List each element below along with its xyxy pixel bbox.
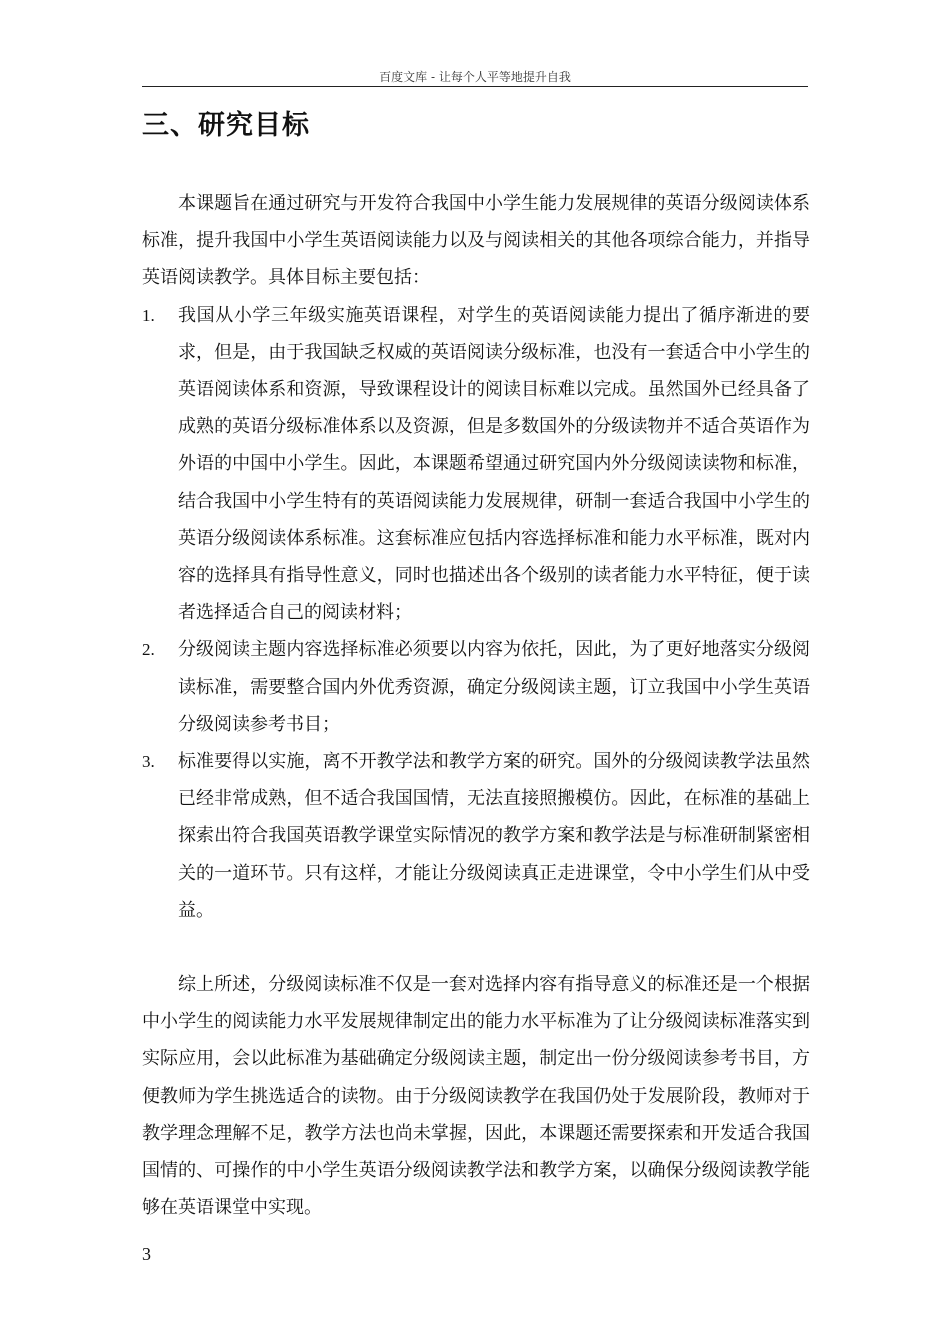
list-item-text: 我国从小学三年级实施英语课程，对学生的英语阅读能力提出了循序渐进的要求，但是，由于我国缺乏权威的英语阅读分级标准，也没有一套适合中小学生的英语阅读体系和资源，导致课程设计的阅读目标难以完成。虽然国外已经具备了成熟的英语分级标准体系以及资源，但是多数国外的分级读物并不适合英语作为外语的中国中小学生。因此，本课题希望通过研究国内外分级阅读读物和标准，结合我国中小学生特有的英语阅读能力发展规律，研制一套适合我国中小学生的英语分级阅读体系标准。这套标准应包括内容选择标准和能力水平标准，既对内容的选择具有指导性意义，同时也描述出各个级别的读者能力水平特征，便于读者选择适合自己的阅读材料；: [178, 304, 810, 624]
objectives-list: [142, 297, 810, 929]
intro-paragraph: 本课题旨在通过研究与开发符合我国中小学生能力发展规律的英语分级阅读体系标准，提升我国中小学生英语阅读能力以及与阅读相关的其他各项综合能力，并指导英语阅读教学。具体目标主要包括：: [142, 193, 810, 289]
list-item: [142, 743, 810, 929]
summary-paragraph: 综上所述，分级阅读标准不仅是一套对选择内容有指导意义的标准还是一个根据中小学生的阅读能力水平发展规律制定出的能力水平标准为了让分级阅读标准落实到实际应用，会以此标准为基础确定分级阅读主题，制定出一份分级阅读参考书目，方便教师为学生挑选适合的读物。由于分级阅读教学在我国仍处于发展阶段，教师对于教学理念理解不足，教学方法也尚未掌握，因此，本课题还需要探索和开发适合我国国情的、可操作的中小学生英语分级阅读教学法和教学方案，以确保分级阅读教学能够在英语课堂中实现。: [142, 974, 810, 1219]
list-item-text: 分级阅读主题内容选择标准必须要以内容为依托，因此，为了更好地落实分级阅读标准，需要整合国内外优秀资源，确定分级阅读主题，订立我国中小学生英语分级阅读参考书目；: [178, 639, 810, 735]
paragraph-spacer: [142, 929, 810, 966]
page-header: 百度文库 - 让每个人平等地提升自我: [142, 68, 808, 87]
list-item: [142, 631, 810, 743]
list-item: [142, 297, 810, 632]
document-body: [142, 185, 810, 1226]
list-number: 1.: [142, 305, 155, 325]
list-item-text: 标准要得以实施，离不开教学法和教学方案的研究。国外的分级阅读教学法虽然已经非常成熟，但不适合我国国情，无法直接照搬模仿。因此，在标准的基础上探索出符合我国英语教学课堂实际情况的教学方案和教学法是与标准研制紧密相关的一道环节。只有这样，才能让分级阅读真正走进课堂，令中小学生们从中受益。: [178, 751, 810, 921]
list-number: 3.: [142, 752, 155, 772]
section-title: 三、研究目标: [142, 110, 310, 141]
page-number: 3: [142, 1244, 151, 1264]
list-number: 2.: [142, 640, 155, 660]
